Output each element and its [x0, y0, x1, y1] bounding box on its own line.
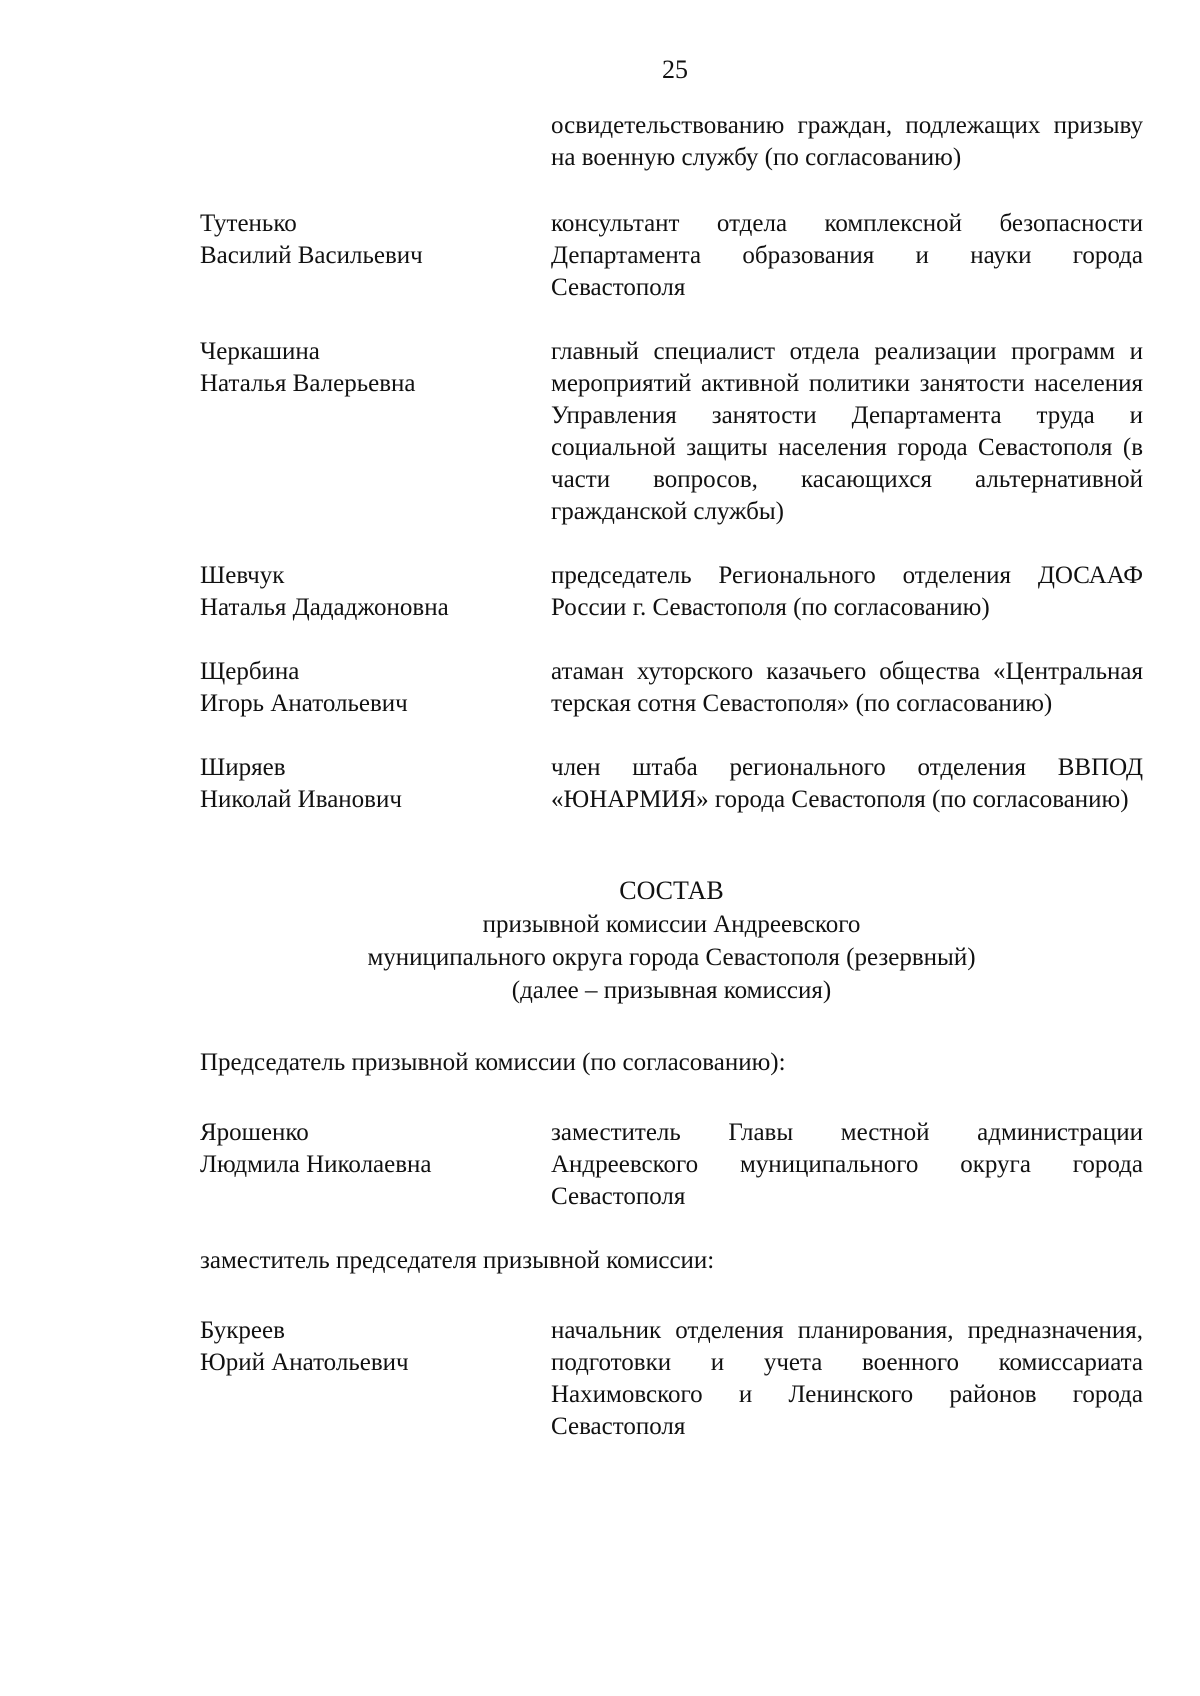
- duty-text: атаман хуторского казачьего общества «Центральная терская сотня Севастополя» (по согласованию): [551, 658, 1143, 717]
- continuation-entry: [200, 110, 1143, 174]
- given-names: Наталья Валерьевна: [200, 370, 416, 397]
- member-entry: [200, 208, 1143, 304]
- document-body: [200, 110, 1143, 1475]
- deputy-label: заместитель председателя призывной комиссии:: [200, 1247, 715, 1274]
- duty-text: освидетельствованию граждан, подлежащих призыву на военную службу (по согласованию): [551, 112, 1143, 171]
- surname: Тутенько: [200, 210, 297, 237]
- section-subtitle-line: муниципального округа города Севастополя (резервный): [367, 944, 976, 971]
- member-entry: [200, 560, 1143, 624]
- person-name: [200, 1315, 551, 1443]
- given-names: Николай Иванович: [200, 786, 402, 813]
- given-names: Людмила Николаевна: [200, 1151, 432, 1178]
- given-names: Василий Васильевич: [200, 242, 423, 269]
- surname: Щербина: [200, 658, 300, 685]
- section-subtitle-line: призывной комиссии Андреевского: [482, 911, 861, 938]
- given-names: Наталья Дададжоновна: [200, 594, 449, 621]
- surname: Ярошенко: [200, 1119, 309, 1146]
- member-entry: [200, 656, 1143, 720]
- duty-text: начальник отделения планирования, предназначения, подготовки и учета военного комиссариата Нахимовского и Ленинского районов города Севастополя: [551, 1317, 1143, 1440]
- member-entry: [200, 336, 1143, 528]
- person-name: [200, 752, 551, 816]
- deputy-entry: [200, 1315, 1143, 1443]
- section-heading: [200, 874, 1143, 1007]
- page-number: 25: [662, 55, 688, 84]
- surname: Черкашина: [200, 338, 320, 365]
- given-names: Игорь Анатольевич: [200, 690, 408, 717]
- person-name: [200, 656, 551, 720]
- person-name: [200, 208, 551, 304]
- surname: Шевчук: [200, 562, 285, 589]
- member-entry: [200, 752, 1143, 816]
- duty-text: председатель Регионального отделения ДОСААФ России г. Севастополя (по согласованию): [551, 562, 1143, 621]
- given-names: Юрий Анатольевич: [200, 1349, 409, 1376]
- duty-text: заместитель Главы местной администрации Андреевского муниципального округа города Севастополя: [551, 1119, 1143, 1210]
- surname: Ширяев: [200, 754, 286, 781]
- duty-text: член штаба регионального отделения ВВПОД «ЮНАРМИЯ» города Севастополя (по согласованию): [551, 754, 1143, 813]
- duty-text: главный специалист отдела реализации программ и мероприятий активной политики занятости населения Управления занятости Департамента труда и социальной защиты населения города Севастополя (в части вопросов, касающихся альтернативной гражданской службы): [551, 338, 1143, 525]
- person-name: [200, 336, 551, 528]
- chairman-entry: [200, 1117, 1143, 1213]
- person-name: [200, 560, 551, 624]
- duty-text: консультант отдела комплексной безопасности Департамента образования и науки города Севастополя: [551, 210, 1143, 301]
- chairman-label: Председатель призывной комиссии (по согласованию):: [200, 1049, 786, 1076]
- person-name: [200, 1117, 551, 1213]
- section-subtitle-line: (далее – призывная комиссия): [511, 977, 832, 1004]
- surname: Букреев: [200, 1317, 285, 1344]
- section-title: СОСТАВ: [619, 876, 724, 905]
- person-empty: [200, 110, 551, 174]
